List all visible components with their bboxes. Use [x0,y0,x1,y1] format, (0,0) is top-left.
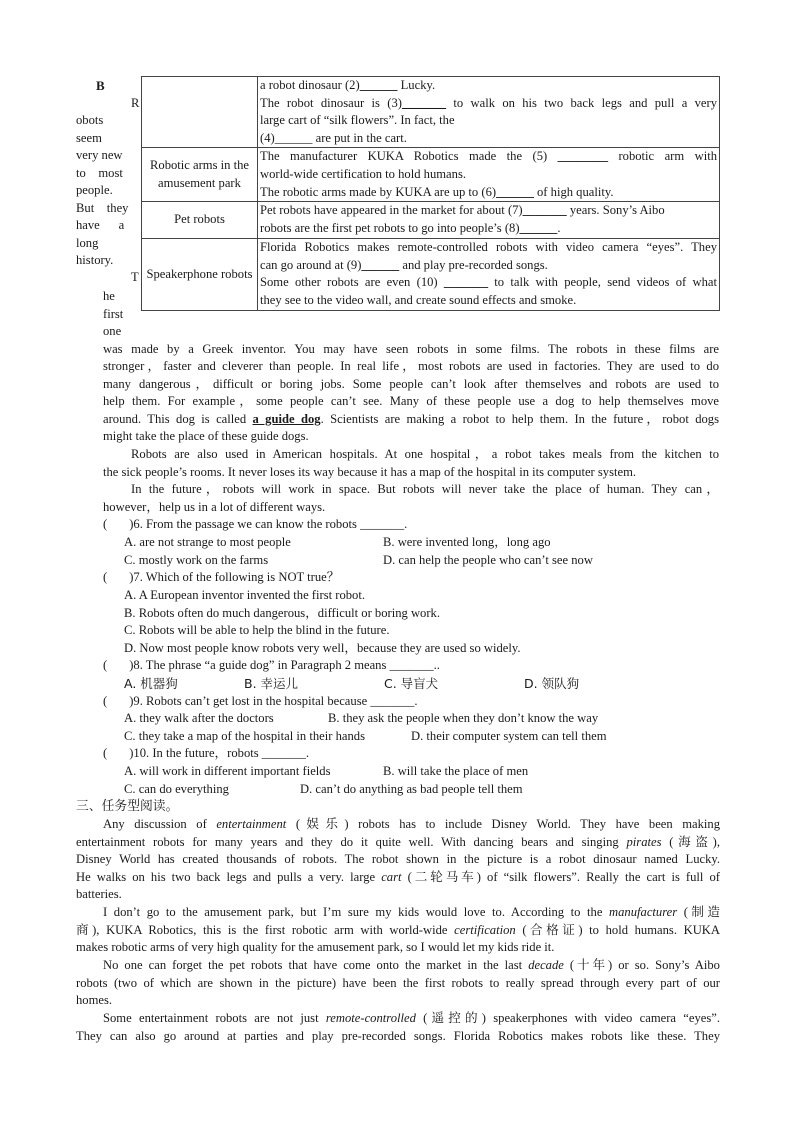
robot-info-table [141,76,720,311]
left-line: very new [76,148,123,162]
passage-line: was made by a Greek inventor. You may have seen robots in some films. The robots in these films are [103,342,719,356]
section-b-label: B [96,78,105,93]
answer-option: C. 导盲犬 [384,676,439,691]
passage-line: stronger，faster and cleverer than people. In real life，most robots are used in factories. They are used to do [103,359,719,373]
answer-option: B. were invented long，long ago [383,535,551,549]
cell-line: large cart of “silk flowers”. In fact, the [260,113,455,128]
left-line: people. [76,183,113,197]
left-column-text [76,112,136,270]
glossed-term: entertainment [216,817,287,831]
passage-line [103,1010,720,1027]
text-run: (合格证) to hold humans. KUKA [515,922,720,937]
passage-line [76,851,720,868]
answer-option: C. they take a map of the hospital in their hands [124,729,365,743]
passage-line: In the future，robots will work in space. But robots will never take the place of human. They can， [131,482,719,496]
row-content [258,77,720,148]
passage-line [76,869,720,886]
text-run: He walks on his two back legs and pulls a very. large [76,869,382,884]
answer-option: A. are not strange to most people [124,535,291,549]
text-run: No one can forget the pet robots that have come onto the market in the last [103,958,529,972]
glossed-term: pirates [626,834,662,849]
answer-option: B. 幸运儿 [244,676,299,691]
passage-line [76,939,554,956]
text-run: makes robotic arms of very high quality for the amusement park, so I would let my kids ride it. [76,940,555,955]
row-header: Pet robots [142,202,258,239]
answer-option: D. can’t do anything as bad people tell them [300,782,523,796]
row-content [258,148,720,202]
row-content [258,202,720,239]
cell-line: can go around at (9)______ and play pre-recorded songs. [260,257,548,272]
table-row [142,202,720,239]
row-content [258,239,720,310]
text-run: (娱乐) robots has to include Disney World. They have been making [286,817,721,831]
row-header: Speakerphone robots [142,239,258,310]
passage-line [76,886,122,903]
text-run: (制造 [677,905,720,919]
glossed-term: certification [454,922,516,937]
question-stem: ( )10. In the future，robots _______. [103,746,310,760]
left-line: have a [76,218,125,232]
answer-option: A. 机器狗 [124,676,178,691]
glossed-term: cart [381,869,402,884]
passage-line: however，help us in a lot of different ways. [103,500,326,514]
left-line: long [76,235,99,250]
left-line: But they [76,200,129,215]
cell-line: The robotic arms made by KUKA are up to (6)______ of high quality. [260,184,614,199]
left-line: obots [76,113,104,127]
text-run: 商), KUKA Robotics, this is the first robotic arm with world-wide [76,922,455,937]
text-run: Some entertainment robots are not just [103,1011,326,1025]
passage-line [76,1028,720,1045]
answer-option: D. can help the people who can’t see now [383,553,593,567]
left-line: one [103,324,122,338]
text-run: (十年) or so. Sony’s Aibo [563,958,720,972]
answer-option: A. A European inventor invented the first robot. [124,588,365,602]
question-stem: ( )9. Robots can’t get lost in the hospital because _______. [103,694,418,708]
cell-line: world-wide certification to hold humans. [260,166,466,181]
text-run: batteries. [76,887,122,902]
row-header [142,77,258,148]
text-run: (海盗), [661,834,720,849]
answer-option: C. can do everything [124,782,229,796]
question-stem: ( )8. The phrase “a guide dog” in Paragraph 2 means _______.. [103,658,440,672]
left-line: seem [76,130,102,145]
cell-line: a robot dinosaur (2)______ Lucky. [260,78,436,92]
passage-line [76,975,720,992]
section-heading: 三、任务型阅读。 [76,799,179,814]
passage-line [76,834,720,851]
question-stem: ( )6. From the passage we can know the robots _______. [103,517,408,531]
text-run: entertainment robots for many years and they do it quite well. With dancing bears and singing [76,834,627,849]
guide-dog-phrase: a guide dog [252,412,321,426]
text-run: (二轮马车) of “silk flowers”. Really the cart is full of [401,869,720,884]
cell-line: Florida Robotics makes remote-controlled robots with video camera “eyes”. They [260,240,717,255]
passage-line: around. This dog is called a guide dog. Scientists are making a robot to help them. In the future，robot dogs [103,412,719,426]
text-run: I don’t go to the amusement park, but I’m sure my kids would love to. According to the [103,905,610,919]
left-line: first [103,306,124,321]
passage-line: help them. For example，some people can’t see. Many of these people use a dog to help themselves move [103,394,719,408]
answer-option: B. they ask the people when they don’t know the way [328,711,599,725]
table-row [142,239,720,310]
passage-line: Robots are also used in American hospitals. At one hospital，a robot takes meals from the kitchen to [131,447,719,461]
answer-option: D. Now most people know robots very well，because they are used so widely. [124,641,521,655]
table-row [142,148,720,202]
text-run: homes. [76,993,113,1008]
left-line: to most [76,165,123,180]
left-line: he [103,289,115,303]
answer-option: B. will take the place of men [383,764,529,778]
answer-option: C. mostly work on the farms [124,553,269,567]
left-column-text-2 [103,288,123,341]
question-stem: ( )7. Which of the following is NOT true？ [103,570,340,584]
cell-line: Some other robots are even (10) _______ to talk with people, send videos of what [260,275,717,290]
drop-letter-t: T [131,270,139,284]
answer-option: D. their computer system can tell them [411,729,607,743]
answer-option: C. Robots will be able to help the blind in the future. [124,623,390,637]
text-run: (遥控的) speakerphones with video camera “eyes”. [415,1011,720,1025]
cell-line: (4)______ are put in the cart. [260,130,407,145]
cell-line: robots are the first pet robots to go into people’s (8)______. [260,220,561,235]
answer-option: D. 领队狗 [524,676,580,691]
answer-option: B. Robots often do much dangerous，difficult or boring work. [124,606,440,620]
drop-letter-r: R [131,96,140,110]
glossed-term: manufacturer [609,905,678,919]
answer-option: A. will work in different important fields [124,764,331,778]
cell-line: they see to the video wall, and create sound effects and smoke. [260,292,577,307]
text-run: They can also go around at parties and play pre-recorded songs. Florida Robotics makes robots like these. They [76,1028,720,1043]
cell-line: The manufacturer KUKA Robotics made the (5) ________ robotic arm with [260,149,717,164]
text-run: Disney World has created thousands of robots. The robot shown in the picture is a robot dinosaur named Lucky. [76,852,720,867]
passage-line [76,922,720,939]
passage-line [103,816,720,833]
passage-line: might take the place of these guide dogs. [103,429,309,443]
text-run: robots (two of which are shown in the picture) have been the first robots to really spread through every part of our [76,975,720,990]
row-header: Robotic arms in the amusement park [142,148,258,202]
table-row [142,77,720,148]
answer-option: A. they walk after the doctors [124,711,274,725]
passage-line: many dangerous，difficult or boring jobs. Some people can’t look after themselves and robots are used to [103,377,719,391]
cell-line: The robot dinosaur is (3)_______ to walk on his two back legs and pull a very [260,95,717,110]
passage-line [103,957,720,974]
left-line: history. [76,253,114,267]
glossed-term: decade [528,958,564,972]
cell-line: Pet robots have appeared in the market for about (7)_______ years. Sony’s Aibo [260,203,665,218]
passage-line: the sick people’s rooms. It never loses its way because it has a map of the hospital in its computer system. [103,465,637,479]
text-run: Any discussion of [103,817,217,831]
passage-line [76,992,112,1009]
glossed-term: remote-controlled [325,1011,416,1025]
passage-line [103,904,720,921]
